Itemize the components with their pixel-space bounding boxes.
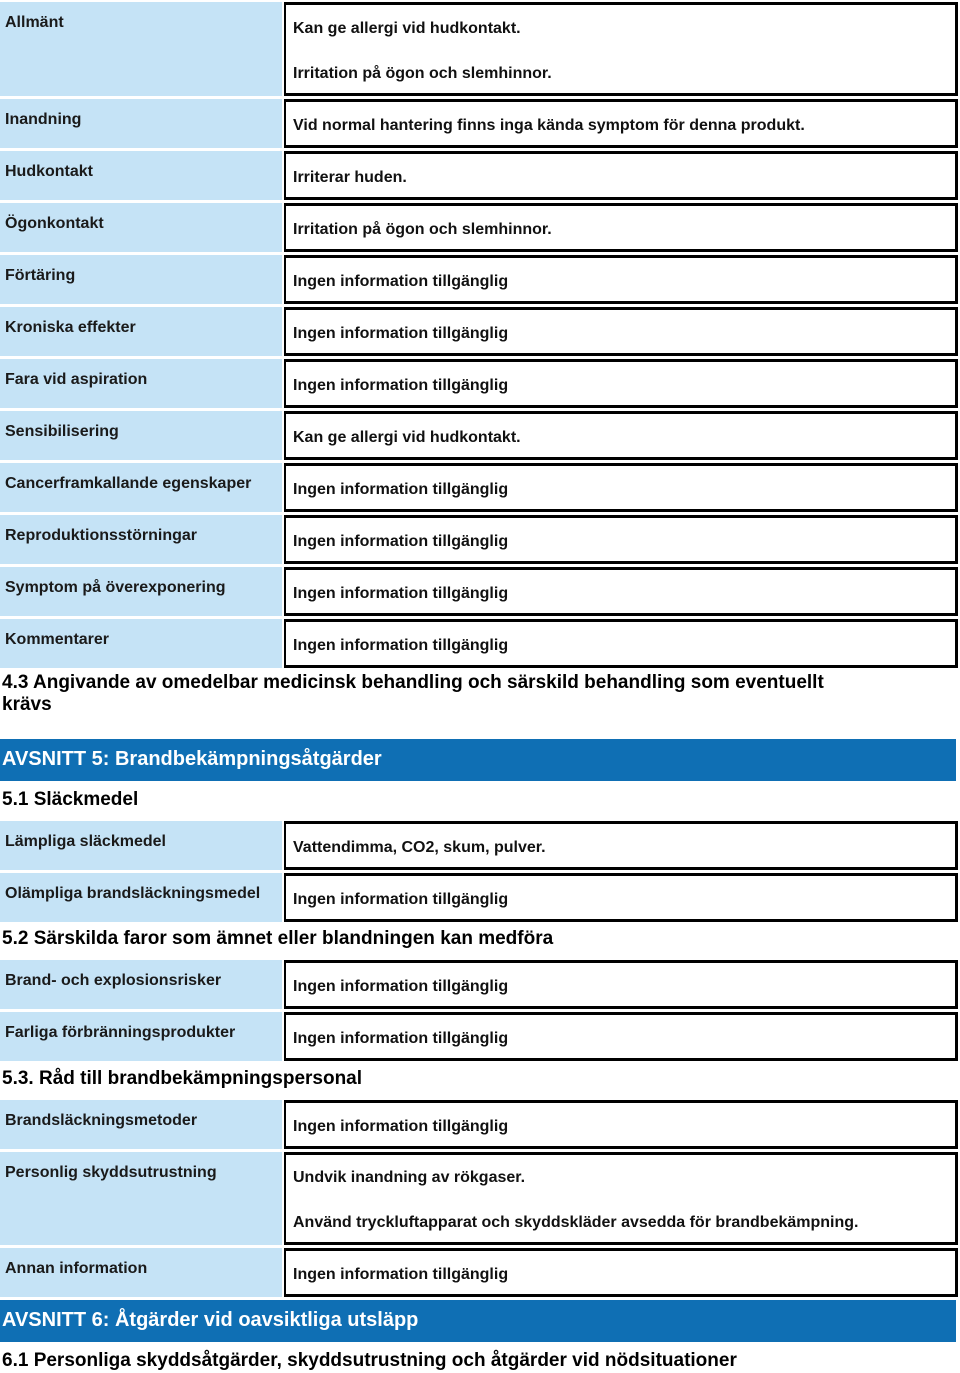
value-line: Använd tryckluftapparat och skyddskläder avsedda för brandbekämpning. — [293, 1214, 859, 1231]
subsection-heading-5-1: 5.1 Släckmedel — [2, 789, 139, 810]
table-row — [0, 151, 960, 200]
table-row — [0, 1248, 960, 1297]
table-row — [0, 99, 960, 148]
row-value — [284, 1248, 958, 1297]
row-label: Ögonkontakt — [0, 203, 282, 252]
row-label: Personlig skyddsutrustning — [0, 1152, 282, 1245]
row-label: Olämpliga brandsläckningsmedel — [0, 873, 282, 922]
table-row — [0, 567, 960, 616]
row-value — [284, 960, 958, 1009]
row-label: Förtäring — [0, 255, 282, 304]
value-line: Ingen information tillgänglig — [293, 1266, 509, 1283]
row-label: Kroniska effekter — [0, 307, 282, 356]
value-line: Ingen information tillgänglig — [293, 377, 509, 394]
row-value — [284, 203, 958, 252]
row-value — [284, 1012, 958, 1061]
row-value — [284, 307, 958, 356]
value-line: Vid normal hantering finns inga kända symptom för denna produkt. — [293, 117, 805, 134]
row-label: Farliga förbränningsprodukter — [0, 1012, 282, 1061]
value-line: Ingen information tillgänglig — [293, 585, 509, 602]
value-line: Kan ge allergi vid hudkontakt. — [293, 20, 521, 37]
value-line: Irritation på ögon och slemhinnor. — [293, 65, 552, 82]
subsection-heading-4-3: 4.3 Angivande av omedelbar medicinsk behandling och särskild behandling som eventuellt krävs — [2, 672, 824, 715]
row-label: Cancerframkallande egenskaper — [0, 463, 282, 512]
table-row — [0, 1012, 960, 1061]
row-value — [284, 821, 958, 870]
table-row — [0, 515, 960, 564]
table-row — [0, 307, 960, 356]
row-value — [284, 1152, 958, 1245]
row-value — [284, 411, 958, 460]
row-value — [284, 567, 958, 616]
row-value — [284, 2, 958, 96]
row-label: Symptom på överexponering — [0, 567, 282, 616]
table-row — [0, 873, 960, 922]
row-label: Annan information — [0, 1248, 282, 1297]
row-value — [284, 515, 958, 564]
table-row — [0, 203, 960, 252]
section-5-title: AVSNITT 5: Brandbekämpningsåtgärder — [0, 739, 956, 781]
value-line: Vattendimma, CO2, skum, pulver. — [293, 839, 546, 856]
table-row — [0, 255, 960, 304]
table-row — [0, 2, 960, 96]
value-line: Ingen information tillgänglig — [293, 325, 509, 342]
row-label: Hudkontakt — [0, 151, 282, 200]
row-label: Allmänt — [0, 2, 282, 96]
value-line: Undvik inandning av rökgaser. — [293, 1169, 526, 1186]
subsection-heading-5-3: 5.3. Råd till brandbekämpningspersonal — [2, 1068, 363, 1089]
row-label: Lämpliga släckmedel — [0, 821, 282, 870]
table-row — [0, 1100, 960, 1149]
value-line: Ingen information tillgänglig — [293, 891, 509, 908]
table-row — [0, 960, 960, 1009]
table-row — [0, 619, 960, 668]
row-value — [284, 463, 958, 512]
table-row — [0, 411, 960, 460]
table-row — [0, 1152, 960, 1245]
row-label: Inandning — [0, 99, 282, 148]
value-line: Ingen information tillgänglig — [293, 978, 509, 995]
value-line: Irriterar huden. — [293, 169, 407, 186]
table-row — [0, 821, 960, 870]
row-value — [284, 151, 958, 200]
subsection-heading-6-1: 6.1 Personliga skyddsåtgärder, skyddsutrustning och åtgärder vid nödsituationer — [2, 1350, 737, 1371]
row-label: Brand- och explosionsrisker — [0, 960, 282, 1009]
row-value — [284, 619, 958, 668]
value-line: Irritation på ögon och slemhinnor. — [293, 221, 552, 238]
table-row — [0, 463, 960, 512]
row-value — [284, 873, 958, 922]
value-line: Ingen information tillgänglig — [293, 1030, 509, 1047]
row-label: Brandsläckningsmetoder — [0, 1100, 282, 1149]
row-value — [284, 99, 958, 148]
value-line: Ingen information tillgänglig — [293, 533, 509, 550]
row-value — [284, 255, 958, 304]
row-label: Reproduktionsstörningar — [0, 515, 282, 564]
subsection-heading-5-2: 5.2 Särskilda faror som ämnet eller blandningen kan medföra — [2, 928, 554, 949]
row-label: Fara vid aspiration — [0, 359, 282, 408]
value-line: Ingen information tillgänglig — [293, 481, 509, 498]
table-row — [0, 359, 960, 408]
value-line: Ingen information tillgänglig — [293, 637, 509, 654]
row-value — [284, 359, 958, 408]
value-line: Ingen information tillgänglig — [293, 273, 509, 290]
row-value — [284, 1100, 958, 1149]
row-label: Sensibilisering — [0, 411, 282, 460]
section-6-title: AVSNITT 6: Åtgärder vid oavsiktliga utsläpp — [0, 1300, 956, 1342]
row-label: Kommentarer — [0, 619, 282, 668]
value-line: Ingen information tillgänglig — [293, 1118, 509, 1135]
value-line: Kan ge allergi vid hudkontakt. — [293, 429, 521, 446]
